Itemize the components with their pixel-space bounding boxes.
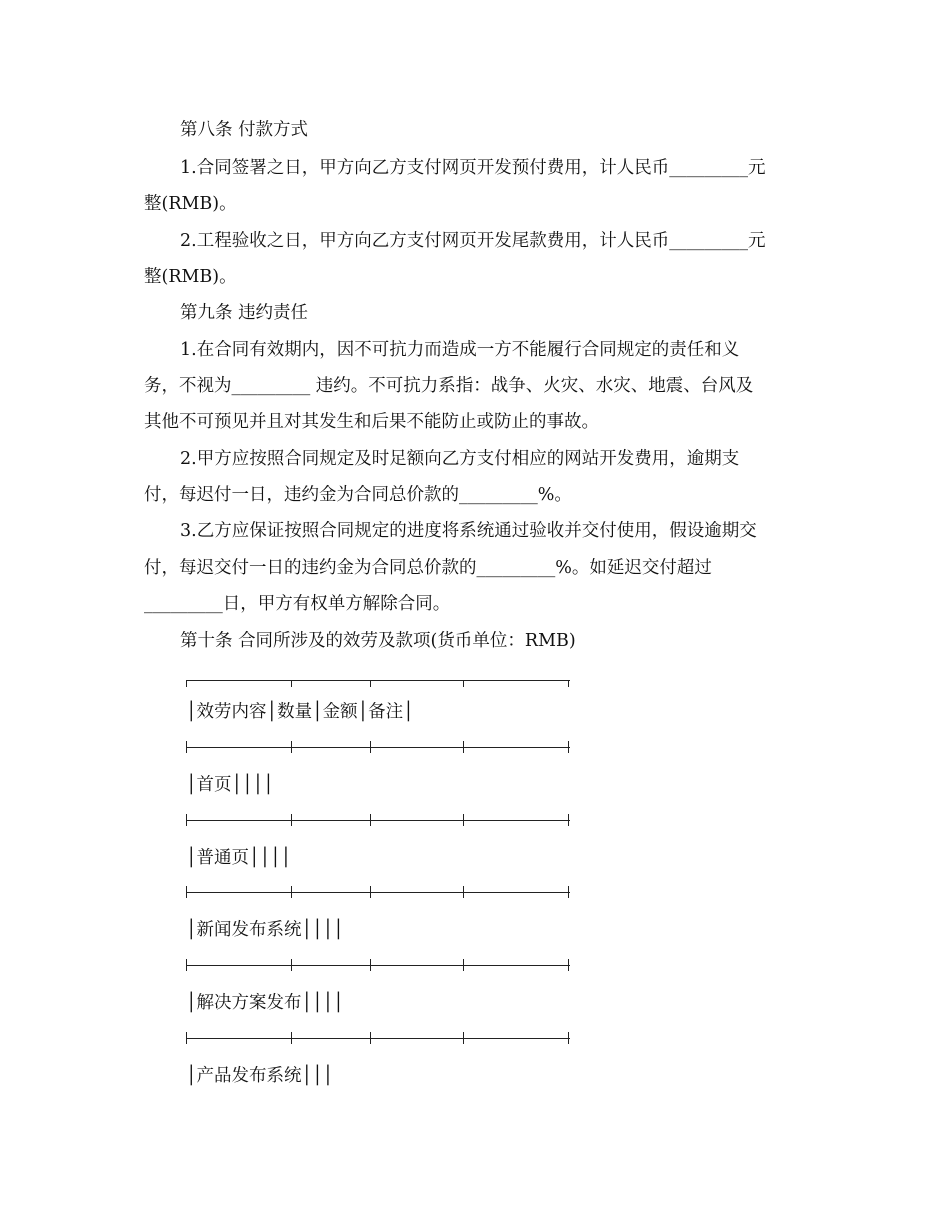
article-9-item-1: 1.在合同有效期内，因不可抗力而造成一方不能履行合同规定的责任和义 — [180, 340, 740, 360]
article-8-item-1: 1.合同签署之日，甲方向乙方支付网页开发预付费用，计人民币_________元 — [180, 158, 766, 178]
article-9-item-3-cont2: _________日，甲方有权单方解除合同。 — [144, 594, 451, 614]
table-divider — [186, 886, 570, 898]
table-row: │解决方案发布││││ — [186, 993, 344, 1013]
article-10-heading: 第十条 合同所涉及的效劳及款项(货币单位：RMB) — [180, 631, 576, 651]
article-9-heading: 第九条 违约责任 — [180, 303, 309, 323]
table-divider — [186, 1032, 570, 1044]
table-divider — [186, 814, 570, 826]
article-9-item-2-cont: 付，每迟付一日，违约金为合同总价款的_________%。 — [144, 485, 572, 505]
table-divider — [186, 741, 570, 753]
table-divider — [186, 959, 570, 971]
table-top-border — [186, 674, 570, 686]
article-9-item-2: 2.甲方应按照合同规定及时足额向乙方支付相应的网站开发费用，逾期支 — [180, 449, 740, 469]
table-row: │新闻发布系统││││ — [186, 920, 344, 940]
table-row: │普通页││││ — [186, 848, 292, 868]
article-9-item-1-cont: 务，不视为_________ 违约。不可抗力系指：战争、火灾、水灾、地震、台风及 — [144, 376, 754, 396]
article-8-heading: 第八条 付款方式 — [180, 120, 309, 140]
article-8-item-2-cont: 整(RMB)。 — [144, 267, 237, 287]
article-9-item-3: 3.乙方应保证按照合同规定的进度将系统通过验收并交付使用，假设逾期交 — [180, 521, 757, 541]
table-row: │产品发布系统│││ — [186, 1066, 334, 1086]
article-8-item-1-cont: 整(RMB)。 — [144, 194, 237, 214]
article-8-item-2: 2.工程验收之日，甲方向乙方支付网页开发尾款费用，计人民币_________元 — [180, 231, 766, 251]
table-row: │首页││││ — [186, 775, 274, 795]
article-9-item-1-cont2: 其他不可预见并且对其发生和后果不能防止或防止的事故。 — [144, 412, 599, 432]
article-9-item-3-cont: 付，每迟交付一日的违约金为合同总价款的_________%。如延迟交付超过 — [144, 558, 712, 578]
table-header-row: │效劳内容│数量│金额│备注│ — [186, 702, 414, 722]
